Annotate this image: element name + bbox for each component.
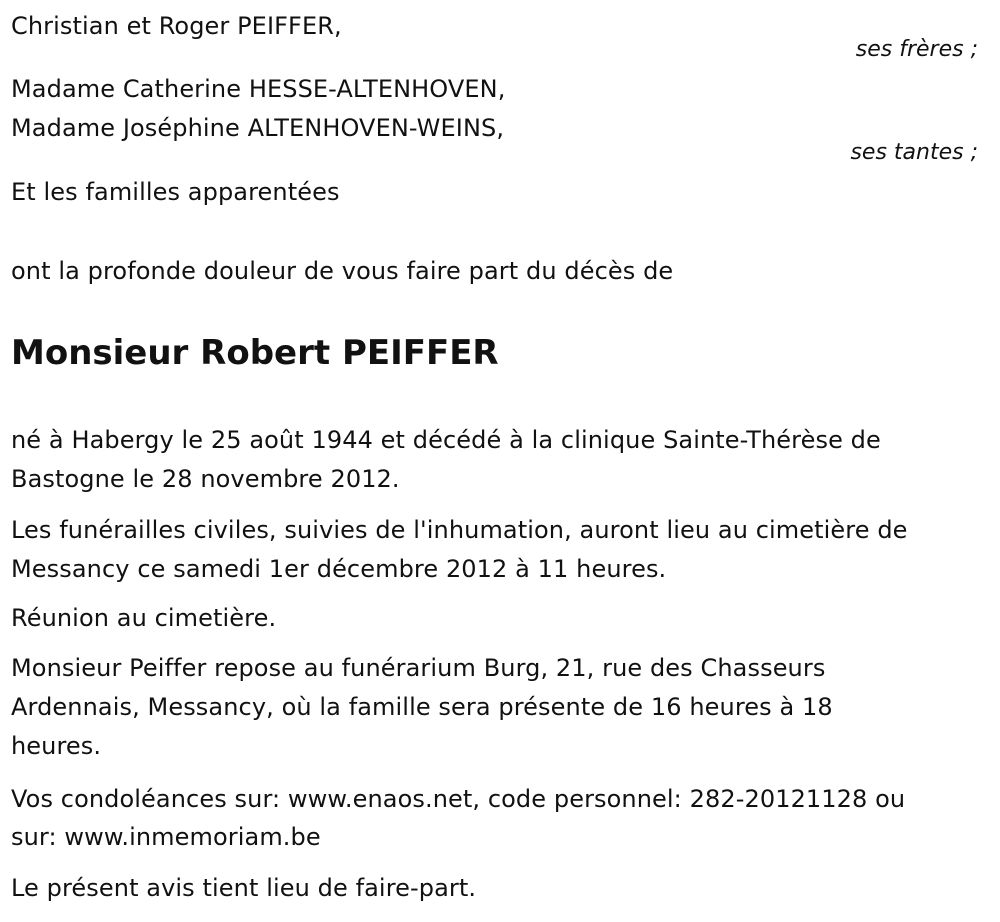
deceased-name: Monsieur Robert PEIFFER: [11, 333, 499, 373]
birth-death-line-1: né à Habergy le 25 août 1944 et décédé à la clinique Sainte-Thérèse de: [11, 426, 881, 454]
brothers-role: ses frères ;: [855, 37, 978, 62]
aunts-role: ses tantes ;: [850, 140, 978, 165]
condolences-line-1: Vos condoléances sur: www.enaos.net, code personnel: 282-20121128 ou: [11, 785, 906, 813]
rest-line-1: Monsieur Peiffer repose au funérarium Burg, 21, rue des Chasseurs: [11, 654, 826, 682]
funeral-line-2: Messancy ce samedi 1er décembre 2012 à 11 heures.: [11, 555, 667, 583]
aunt-line-1: Madame Catherine HESSE-ALTENHOVEN,: [11, 75, 506, 103]
meeting-line: Réunion au cimetière.: [11, 604, 277, 632]
funeral-line-1: Les funérailles civiles, suivies de l'inhumation, auront lieu au cimetière de: [11, 516, 908, 544]
brothers-line: Christian et Roger PEIFFER,: [11, 12, 342, 40]
rest-line-2: Ardennais, Messancy, où la famille sera présente de 16 heures à 18: [11, 693, 833, 721]
birth-death-line-2: Bastogne le 28 novembre 2012.: [11, 465, 400, 493]
notice-line: Le présent avis tient lieu de faire-part.: [11, 874, 477, 902]
condolences-line-2: sur: www.inmemoriam.be: [11, 823, 321, 851]
rest-line-3: heures.: [11, 732, 102, 760]
announcement-intro: ont la profonde douleur de vous faire part du décès de: [11, 257, 674, 285]
aunt-line-2: Madame Joséphine ALTENHOVEN-WEINS,: [11, 114, 505, 142]
related-families-line: Et les familles apparentées: [11, 178, 340, 206]
